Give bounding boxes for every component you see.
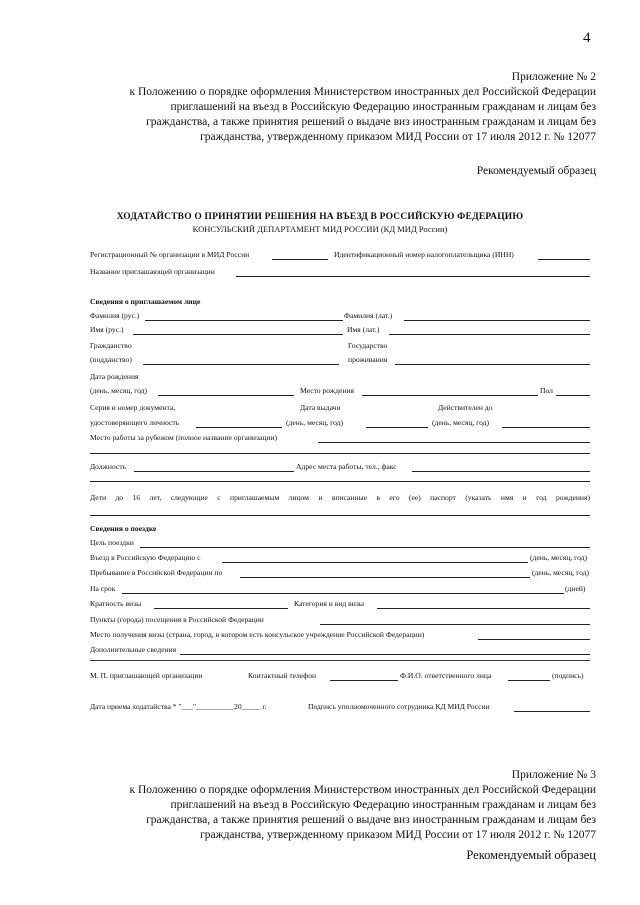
- receipt-date-label: Дата приема ходатайства * "___"__________20_____ г.: [90, 702, 267, 711]
- issue-date-format: (день, месяц, год): [286, 418, 344, 427]
- appendix3-line: к Положению о порядке оформления Министерством иностранных дел Российской Федерации: [129, 784, 596, 796]
- residence-label: проживания: [348, 355, 388, 364]
- appendix2-heading: Приложение № 2: [511, 71, 596, 83]
- sex-field[interactable]: [556, 395, 590, 396]
- work-address-label: Адрес места работы, тел., факс: [296, 462, 397, 471]
- stay-until-label: Пребывание в Российской Федерации по: [90, 568, 223, 577]
- inn-label: Идентификационный номер налогоплательщика (ИНН): [334, 250, 514, 259]
- responsible-field[interactable]: [508, 680, 550, 681]
- appendix2-block: [130, 70, 596, 145]
- issue-date-label: Дата выдачи: [300, 403, 341, 412]
- workplace-label: Место работы за рубежом (полное название организации): [90, 433, 278, 442]
- surname-rus-label: Фамилия (рус.): [90, 311, 140, 320]
- contact-phone-field[interactable]: [330, 680, 398, 681]
- work-address-field[interactable]: [412, 471, 590, 472]
- appendix2-line: к Положению о порядке оформления Министерством иностранных дел Российской Федерации: [129, 86, 596, 98]
- org-name-label: Название приглашающей организации: [90, 267, 215, 276]
- trip-section-heading: Сведения о поездке: [90, 524, 157, 533]
- appendix3-line: гражданства, утвержденному приказом МИД России от 17 июля 2012 г. № 12077: [200, 829, 596, 841]
- visa-multiplicity-field[interactable]: [154, 608, 288, 609]
- birth-date-label: Дата рождения: [90, 372, 139, 381]
- appendix3-block: [130, 768, 596, 843]
- citizenship-field[interactable]: [143, 364, 339, 365]
- issue-date-field[interactable]: [366, 427, 428, 428]
- form-title: ХОДАТАЙСТВО О ПРИНЯТИИ РЕШЕНИЯ НА ВЪЕЗД В РОССИЙСКУЮ ФЕДЕРАЦИЮ: [116, 212, 524, 222]
- officer-signature-label: Подпись уполномоченного сотрудника КД МИД России: [308, 702, 490, 711]
- birth-place-label: Место рождения: [300, 386, 355, 395]
- name-rus-label: Имя (рус.): [90, 325, 124, 334]
- name-lat-field[interactable]: [389, 334, 590, 335]
- stamp-label: М. П. приглашающей организации: [90, 671, 203, 680]
- position-label: Должность: [90, 462, 127, 471]
- reg-number-field[interactable]: [272, 259, 328, 260]
- entry-from-format: (день, месяц, год): [530, 553, 588, 562]
- org-name-field[interactable]: [236, 276, 590, 277]
- contact-phone-label: Контактный телефон: [248, 671, 317, 680]
- doc-number-field[interactable]: [196, 427, 282, 428]
- days-label: (дней): [565, 584, 586, 593]
- visa-category-field[interactable]: [377, 608, 590, 609]
- invitee-section-heading: Сведения о приглашаемом лице: [90, 297, 201, 306]
- stay-until-format: (день, месяц, год): [532, 568, 590, 577]
- points-of-visit-label: Пункты (города) посещения в Российской Федерации: [90, 615, 264, 624]
- appendix3-sample-label: Рекомендуемый образец: [466, 848, 596, 862]
- birth-date-field[interactable]: [158, 395, 294, 396]
- trip-purpose-label: Цель поездки: [90, 538, 134, 547]
- appendix2-line: гражданства, утвержденному приказом МИД России от 17 июля 2012 г. № 12077: [200, 131, 596, 143]
- citizenship-label: Гражданство: [90, 341, 132, 350]
- valid-until-field[interactable]: [502, 427, 590, 428]
- children-label: Дети до 16 лет, следующие с приглашаемым лицом и вписанные в его (ее) паспорт (указать имя и год рождения): [90, 493, 590, 502]
- additional-field[interactable]: [180, 654, 590, 655]
- surname-lat-field[interactable]: [404, 320, 590, 321]
- surname-lat-label: Фамилия (лат.): [344, 311, 393, 320]
- birth-date-format: (день, месяц, год): [90, 386, 148, 395]
- section-divider: [90, 660, 590, 661]
- term-label: На срок: [90, 584, 116, 593]
- residence-field[interactable]: [395, 364, 590, 365]
- officer-signature-field[interactable]: [514, 711, 590, 712]
- work-address-field-2[interactable]: [90, 481, 590, 482]
- appendix3-heading: Приложение № 3: [511, 769, 596, 781]
- doc-identity-label: удостоверяющего личность: [90, 418, 180, 427]
- responsible-label: Ф.И.О. ответственного лица: [400, 671, 492, 680]
- form-subtitle: КОНСУЛЬСКИЙ ДЕПАРТАМЕНТ МИД РОССИИ (КД МИД России): [192, 224, 448, 234]
- term-field[interactable]: [122, 593, 564, 594]
- position-field[interactable]: [134, 471, 294, 472]
- name-rus-field[interactable]: [133, 334, 343, 335]
- page-number: 4: [583, 30, 591, 46]
- doc-series-label: Серия и номер документа,: [90, 403, 176, 412]
- workplace-field[interactable]: [318, 442, 590, 443]
- name-lat-label: Имя (лат.): [347, 325, 380, 334]
- sex-label: Пол: [540, 386, 553, 395]
- visa-place-label: Место получения визы (страна, город, в котором есть консульское учреждение Российской Федерации): [90, 630, 425, 639]
- appendix2-sample-label: Рекомендуемый образец: [476, 165, 596, 177]
- visa-place-field[interactable]: [478, 639, 590, 640]
- valid-until-label: Действителен до: [438, 403, 493, 412]
- appendix2-line: приглашений на въезд в Российскую Федерацию иностранным гражданам и лицам без: [170, 101, 596, 113]
- inn-field[interactable]: [538, 259, 590, 260]
- appendix3-line: приглашений на въезд в Российскую Федерацию иностранным гражданам и лицам без: [170, 799, 596, 811]
- birth-place-field[interactable]: [362, 395, 538, 396]
- additional-label: Дополнительные сведения: [90, 645, 177, 654]
- appendix2-line: гражданства, а также принятия решений о выдаче виз иностранным гражданам и лицам без: [146, 116, 596, 128]
- residence-state-label: Государство: [348, 341, 388, 350]
- workplace-field-2[interactable]: [90, 453, 590, 454]
- entry-from-label: Въезд в Российскую Федерацию с: [90, 553, 201, 562]
- visa-multiplicity-label: Кратность визы: [90, 599, 142, 608]
- subject-label: (подданство): [90, 355, 132, 364]
- valid-until-format: (день, месяц, год): [432, 418, 490, 427]
- entry-from-field[interactable]: [222, 562, 528, 563]
- children-field[interactable]: [90, 515, 590, 516]
- points-of-visit-field[interactable]: [320, 624, 590, 625]
- trip-purpose-field[interactable]: [140, 547, 590, 548]
- reg-number-label: Регистрационный № организации в МИД России: [90, 250, 250, 259]
- visa-category-label: Категория и вид визы: [294, 599, 364, 608]
- signature-label: (подпись): [552, 671, 584, 680]
- stay-until-field[interactable]: [240, 577, 530, 578]
- appendix3-line: гражданства, а также принятия решений о выдаче виз иностранным гражданам и лицам без: [146, 814, 596, 826]
- surname-rus-field[interactable]: [145, 320, 343, 321]
